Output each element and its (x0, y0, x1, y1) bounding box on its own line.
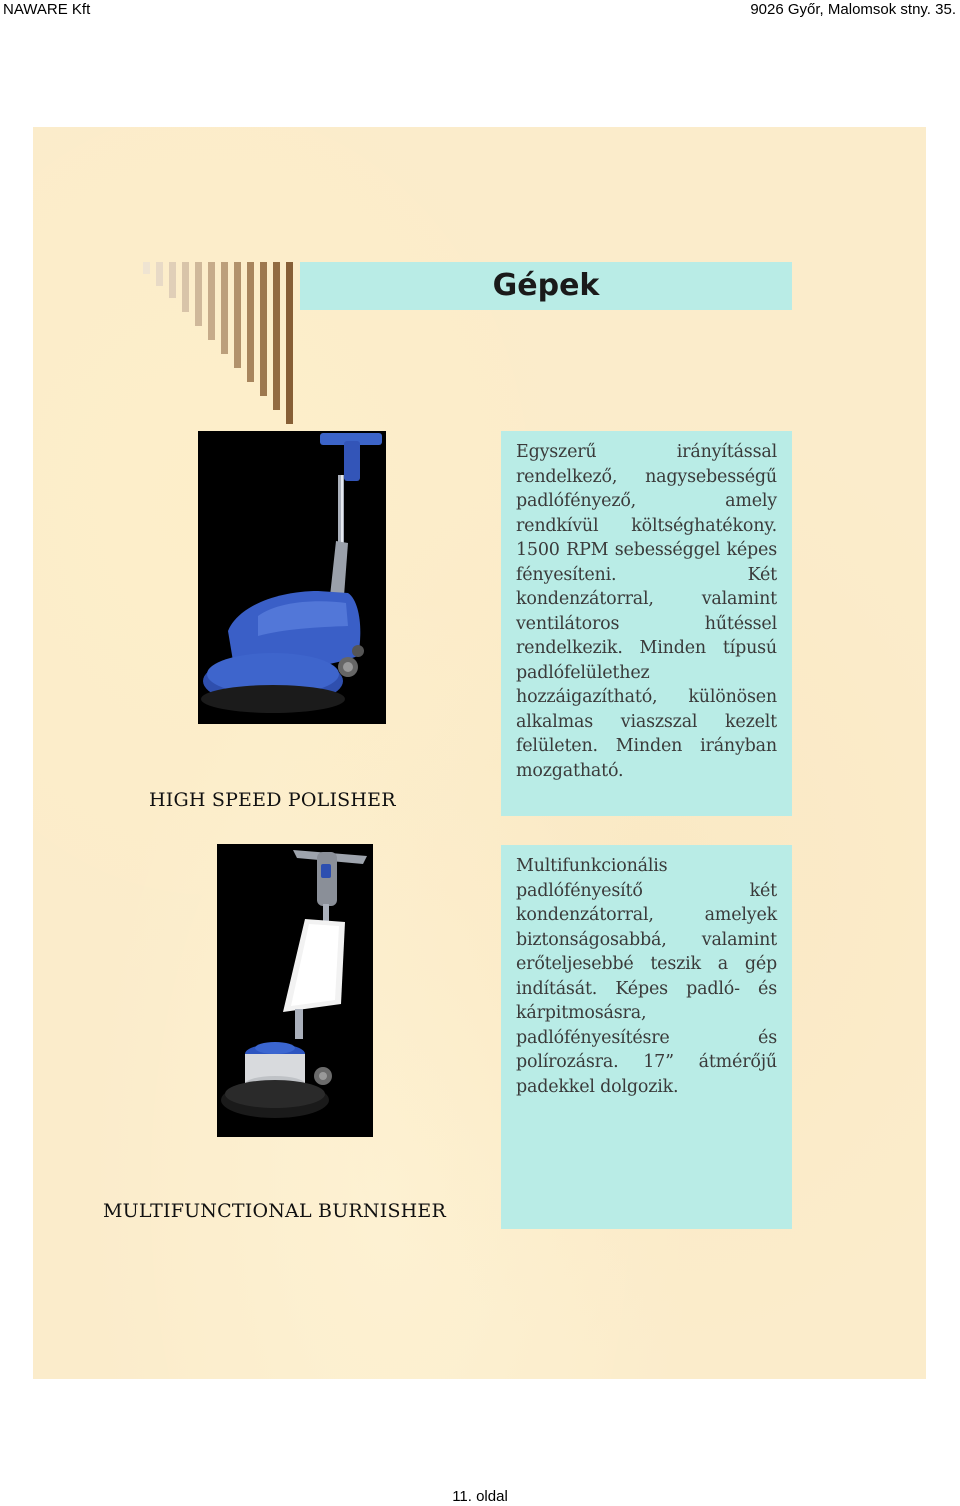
page-number: 11. oldal (452, 1488, 508, 1505)
header-address: 9026 Győr, Malomsok stny. 35. (750, 1, 956, 18)
multifunctional-burnisher-image (217, 844, 373, 1137)
section-title: Gépek (492, 268, 600, 303)
high-speed-polisher-image (198, 431, 386, 724)
section-title-bar (300, 262, 792, 310)
header-company: NAWARE Kft (3, 1, 91, 18)
multifunctional-burnisher-description: Multifunkcionális padlófényesítő két kondenzátorral, amelyek biztonságosabbá, valamint erőteljesebbé teszik a gép indítását. Képes padló- és kárpitmosásra, padlófényesítésre és polírozásra. 17” átmérőjű padekkel dolgozik. (501, 845, 792, 1229)
high-speed-polisher-caption: HIGH SPEED POLISHER (149, 789, 396, 811)
high-speed-polisher-description: Egyszerű irányítással rendelkező, nagysebességű padlófényező, amely rendkívül költséghatékony. 1500 RPM sebességgel képes fényesíteni. Két kondenzátorral, valamint ventilátoros hűtéssel rendelkezik. Minden típusú padlófelülethez hozzáigazítható, különösen alkalmas viaszszal kezelt felületen. Minden irányban mozgatható. (501, 431, 792, 816)
content-panel (33, 127, 926, 1379)
multifunctional-burnisher-caption: MULTIFUNCTIONAL BURNISHER (103, 1200, 447, 1222)
